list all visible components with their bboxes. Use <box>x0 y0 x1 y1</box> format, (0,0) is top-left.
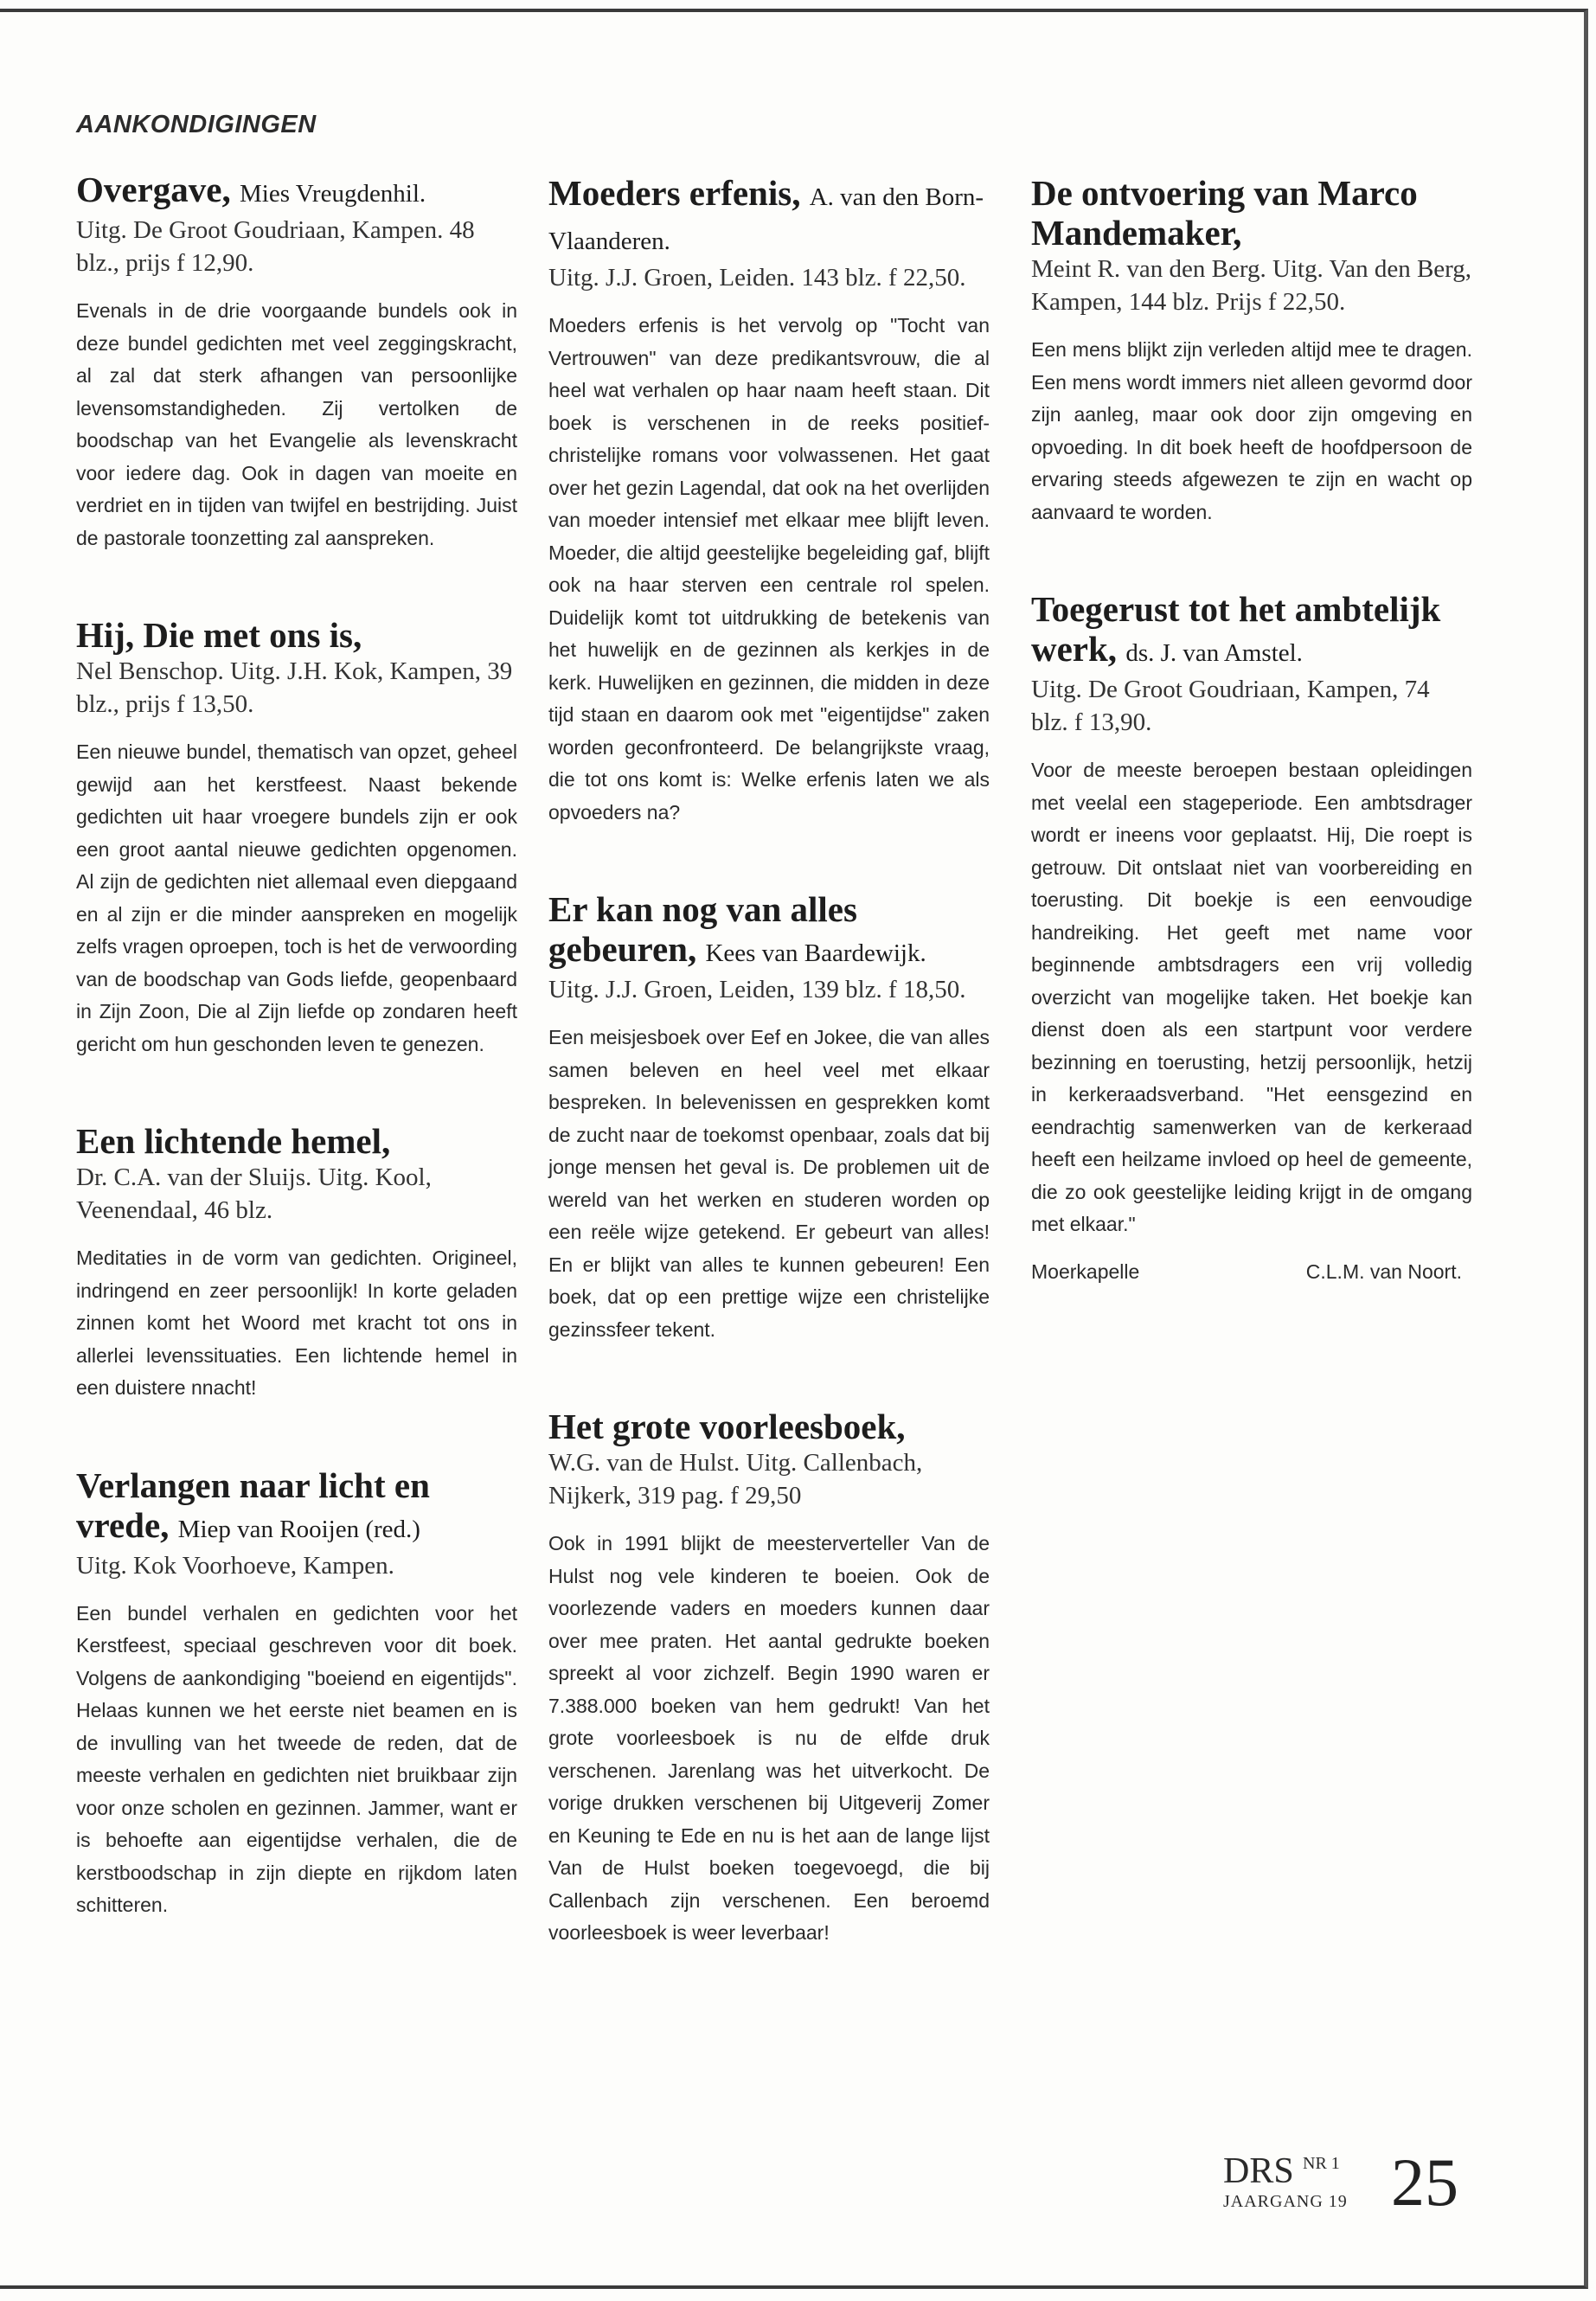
magazine-name: DRS <box>1223 2151 1294 2191</box>
article-meta: Uitg. Kok Voorhoeve, Kampen. <box>76 1551 394 1580</box>
article-meta: Nel Benschop. Uitg. J.H. Kok, Kampen, 39 blz., prijs f 13,50. <box>76 657 513 718</box>
column-1 <box>76 170 517 1983</box>
article-body: Een nieuwe bundel, thematisch van opzet, geheel gewijd aan het kerstfeest. Naast bekende gedichten uit haar vroegere bundels zijn er ook een groot aantal nieuwe gedichten opgenomen. Al zijn de gedichten niet allemaal even diepgaand en al zijn er die minder aanspreken en mogelijk zelfs vragen oproepen, toch is het de verwoording van de boodschap van Gods liefde, geopenbaard in Zijn Zoon, Die al Zijn liefde op zondaren heeft gericht om hun geschonden leven te genezen. <box>76 740 517 1055</box>
article-meta: Meint R. van den Berg. Uitg. Van den Berg, Kampen, 144 blz. Prijs f 22,50. <box>1031 255 1472 316</box>
volume-label: JAARGANG 19 <box>1223 2192 1348 2211</box>
article-toegerust <box>1031 589 1472 1284</box>
signature-name: C.L.M. van Noort. <box>1305 1259 1462 1283</box>
column-3 <box>1031 173 1472 1344</box>
article-title: Moeders erfenis, A. van den Born-Vlaanderen. <box>548 173 984 255</box>
article-body: Ook in 1991 blijkt de meesterverteller Van de Hulst nog vele kinderen te boeien. Ook de voorlezende vaders en moeders kunnen daar over mee praten. Het aantal gedrukte boeken spreekt al voor zichzelf. Begin 1990 waren er 7.388.000 boeken van hem gedrukt! Van het grote voorleesboek is nu de elfde druk verschenen. Jarenlang was het uitverkocht. De vorige drukken verschenen bij Uitgeverij Zomer en Keuning te Ede en nu is het aan de lange lijst Van de Hulst boeken toegevoegd, die bij Callenbach zijn verschenen. Een beroemd voorleesboek is weer leverbaar! <box>548 1532 990 1944</box>
article-moeders-erfenis <box>548 173 990 829</box>
article-body: Meditaties in de vorm van gedichten. Origineel, indringend en zeer persoonlijk! In korte geladen zinnen komt het Woord met kracht tot ons in allerlei levenssituaties. Een lichtende hemel in een duistere nnacht! <box>76 1247 517 1399</box>
article-body: Voor de meeste beroepen bestaan opleidingen met veelal een stageperiode. Een ambtsdrager wordt er ineens voor geplaatst. Hij, Die roept is getrouw. Dit ontslaat niet van voorbereiding en toerusting. Dit boekje is een eenvoudige handreiking. Het geeft met name voor beginnende ambtsdragers een vrij volledig overzicht van mogelijke taken. Het boekje kan dienst doen als een startpunt voor verdere bezinning en toerusting, hetzij persoonlijk, hetzij in kerkeraadsverband. "Het eensgezind en eendrachtig samenwerken van de kerkeraad heeft een heilzame invloed op heel de gemeente, die zo ook geestelijke leiding krijgt in de omgang met elkaar." <box>1031 759 1472 1235</box>
article-body: Moeders erfenis is het vervolg op "Tocht van Vertrouwen" van deze predikantsvrouw, die al heel wat verhalen op haar naam heeft staan. Dit boek is verschenen in de reeks positief-christelijke romans voor volwassenen. Het gaat over het gezin Lagendal, dat ook na het overlijden van moeder intensief met elkaar mee blijft leven. Moeder, die altijd geestelijke begeleiding gaf, blijft ook na haar sterven een centrale rol spelen. Duidelijk komt tot uitdrukking de betekenis van het huwelijk en de gezinnen als kerkjes in de kerk. Huwelijken en gezinnen, die midden in deze tijd staan en daarom ook met "eigentijdse" zaken worden geconfronteerd. De belangrijkste vraag, die tot ons komt is: Welke erfenis laten we als opvoeders na? <box>548 314 990 824</box>
page-footer <box>1223 2144 1500 2220</box>
article-meta: Dr. C.A. van der Sluijs. Uitg. Kool, Veenendaal, 46 blz. <box>76 1163 432 1224</box>
article-de-ontvoering <box>1031 173 1472 529</box>
column-2 <box>548 173 990 2010</box>
article-een-lichtende-hemel <box>76 1121 517 1405</box>
article-hij-die-met-ons-is <box>76 615 517 1061</box>
article-title: Het grote voorleesboek, <box>548 1407 906 1446</box>
article-title: Er kan nog van alles gebeuren, Kees van Baardewijk. <box>548 889 926 969</box>
page-number: 25 <box>1391 2144 1458 2220</box>
article-meta: Uitg. J.J. Groen, Leiden, 139 blz. f 18,50. <box>548 976 966 1003</box>
article-author: A. van den Born-Vlaanderen. <box>548 183 984 255</box>
article-author: Miep van Rooijen (red.) <box>177 1515 420 1543</box>
issue-number: NR 1 <box>1303 2154 1340 2173</box>
article-meta: Uitg. De Groot Goudriaan, Kampen. 48 blz., prijs f 12,90. <box>76 216 475 277</box>
section-label: AANKONDIGINGEN <box>76 111 317 138</box>
article-author: Mies Vreugdenhil. <box>239 180 426 208</box>
article-body: Een meisjesboek over Eef en Jokee, die van alles samen beleven en heel veel met elkaar bespreken. In belevenissen en gesprekken komt de zucht naar de toekomst openbaar, zoals dat bij jonge mensen het geval is. De problemen uit de wereld van het werken en studeren worden op een reële wijze getekend. Er gebeurt van alles! En er blijkt van alles te kunnen gebeuren! Een boek, dat op een prettige wijze een christelijke gezinssfeer tekent. <box>548 1026 990 1341</box>
article-title: Overgave, Mies Vreugdenhil. <box>76 170 426 209</box>
article-het-grote-voorleesboek <box>548 1407 990 1950</box>
article-body: Een mens blijkt zijn verleden altijd mee te dragen. Een mens wordt immers niet alleen gevormd door zijn aanleg, maar ook door zijn omgeving en opvoeding. In dit boek heeft de hoofdpersoon de ervaring steeds afgewezen te zijn en wacht op aanvaard te worden. <box>1031 338 1472 523</box>
article-body: Een bundel verhalen en gedichten voor het Kerstfeest, speciaal geschreven voor dit boek. Volgens de aankondiging "boeiend en eigentijds". Helaas kunnen we het eerste niet beamen en is de invulling van het tweede de reden, dat de meeste verhalen en gedichten niet bruikbaar zijn voor onze scholen en gezinnen. Jammer, want er is behoefte aan eigentijdse verhalen, die de kerstboodschap in zijn diepte en rijkdom laten schitteren. <box>76 1601 517 1916</box>
article-overgave <box>76 170 517 554</box>
article-meta: W.G. van de Hulst. Uitg. Callenbach, Nijkerk, 319 pag. f 29,50 <box>548 1449 923 1509</box>
article-title: Een lichtende hemel, <box>76 1121 391 1161</box>
article-title: Toegerust tot het ambtelijk werk, ds. J. van Amstel. <box>1031 589 1441 669</box>
article-title: Verlangen naar licht en vrede, Miep van Rooijen (red.) <box>76 1465 430 1545</box>
article-author: Kees van Baardewijk. <box>705 939 926 967</box>
article-body: Evenals in de drie voorgaande bundels ook in deze bundel gedichten met veel zeggingskracht, al zal dat sterk afhangen van persoonlijke levensomstandigheden. Zij vertolken de boodschap van het Evangelie als levenskracht voor iedere dag. Ook in dagen van moeite en verdriet en in tijden van twijfel en bestrijding. Juist de pastorale toonzetting zal aanspreken. <box>76 299 517 549</box>
signature <box>1031 1260 1472 1284</box>
article-er-kan-nog-van-alles-gebeuren <box>548 889 990 1346</box>
signature-place: Moerkapelle <box>1031 1259 1140 1283</box>
article-meta: Uitg. De Groot Goudriaan, Kampen, 74 blz. f 13,90. <box>1031 676 1430 736</box>
article-title: Hij, Die met ons is, <box>76 615 362 655</box>
article-title: De ontvoering van Marco Mandemaker, <box>1031 173 1418 253</box>
article-author: ds. J. van Amstel. <box>1125 639 1303 667</box>
article-meta: Uitg. J.J. Groen, Leiden. 143 blz. f 22,50. <box>548 264 966 292</box>
article-verlangen-naar-licht <box>76 1465 517 1922</box>
